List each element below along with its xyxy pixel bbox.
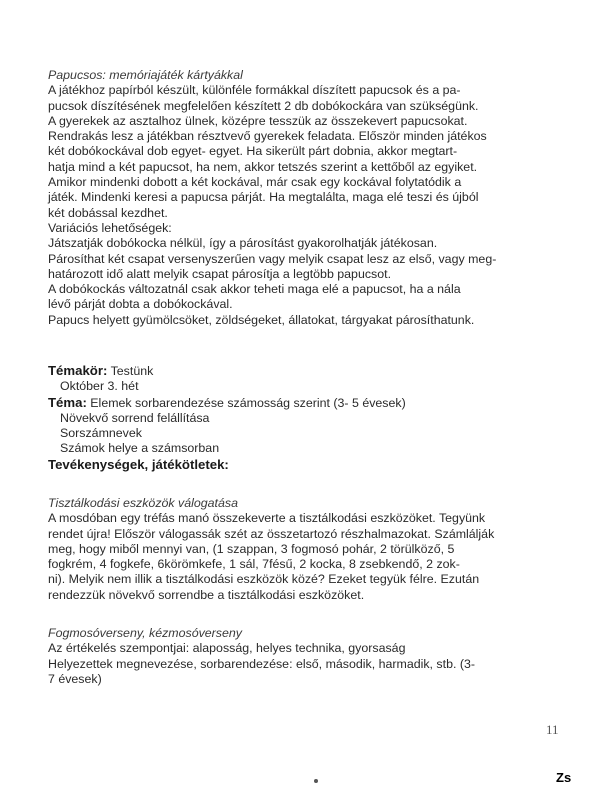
text-line: játék. Mindenki keresi a papucsa párját. Ha megtalálta, maga elé teszi és újból bbox=[48, 190, 479, 205]
text-line: meg, hogy miből mennyi van, (1 szappan, 3 fogmosó pohár, 2 törülköző, 5 bbox=[48, 541, 455, 556]
section-temakor bbox=[48, 363, 564, 472]
section-papucsos bbox=[48, 68, 564, 328]
text-line: határozott idő alatt melyik csapat párosítja a legtöbb papucsot. bbox=[48, 266, 392, 281]
topic-item: Sorszámnevek bbox=[60, 426, 142, 441]
section-title: Papucsos: memóriajáték kártyákkal bbox=[48, 68, 243, 82]
text-line: pucsok díszítésének megfelelően készített 2 db dobókockára van szükségünk. bbox=[48, 98, 479, 113]
text-line: Rendrakás lesz a játékban résztvevő gyerekek feladata. Először minden játékos bbox=[48, 129, 487, 144]
text-line: rendezzük növekvő sorrendbe a tisztálkodási eszközöket. bbox=[48, 587, 365, 602]
text-line: A mosdóban egy tréfás manó összekeverte a tisztálkodási eszközöket. Tegyünk bbox=[48, 511, 486, 526]
topic-item: Növekvő sorrend felállítása bbox=[60, 410, 210, 425]
temakor-line bbox=[48, 363, 564, 379]
text-line: hatja mind a két papucsot, ha nem, akkor tetszés szerint a kettőből az egyiket. bbox=[48, 159, 478, 174]
text-line: 7 évesek) bbox=[48, 671, 102, 686]
temakor-value: Testünk bbox=[110, 364, 154, 378]
text-line: ni). Melyik nem illik a tisztálkodási eszközök közé? Ezeket tegyük félre. Ezután bbox=[48, 572, 480, 587]
text-line: Helyezettek megnevezése, sorbarendezése: első, második, harmadik, stb. (3- bbox=[48, 656, 475, 671]
section-title: Tisztálkodási eszközök válogatása bbox=[48, 496, 238, 510]
section-title: Fogmosóverseny, kézmosóverseny bbox=[48, 626, 242, 640]
text-line: Párosíthat két csapat versenyszerűen vagy melyik csapat lesz az első, vagy meg- bbox=[48, 251, 497, 266]
text-line: lévő párját dobta a dobókockával. bbox=[48, 297, 233, 312]
tema-label: Téma: bbox=[48, 394, 87, 410]
tema-value: Elemek sorbarendezése számosság szerint (3- 5 évesek) bbox=[90, 395, 406, 410]
section-tisztalkodasi bbox=[48, 496, 564, 603]
text-line: Amikor mindenki dobott a két kockával, már csak egy kockával folytatódik a bbox=[48, 175, 462, 190]
text-line: A dobókockás változatnál csak akkor teheti maga elé a papucsot, ha a nála bbox=[48, 282, 461, 297]
text-line: fogkrém, 4 fogkefe, 6körömkefe, 1 sál, 7fésű, 2 kocka, 8 zsebkendő, 2 zok- bbox=[48, 557, 460, 572]
tema-line bbox=[48, 395, 564, 411]
text-line: Papucs helyett gyümölcsöket, zöldségeket, állatokat, tárgyakat párosíthatunk. bbox=[48, 312, 475, 327]
text-line: rendet újra! Először válogassák szét az összetartozó részhalmazokat. Számlálják bbox=[48, 526, 495, 541]
temakor-label: Témakör: bbox=[48, 363, 108, 378]
text-line: két dobással kezdhet. bbox=[48, 205, 168, 220]
topic-item: Számok helye a számsorban bbox=[60, 441, 220, 456]
section-fogmoso bbox=[48, 626, 564, 687]
text-line: A játékhoz papírból készült, különféle formákkal díszített papucsok és a pa- bbox=[48, 83, 461, 98]
text-line: Az értékelés szempontjai: alaposság, helyes technika, gyorsaság bbox=[48, 641, 406, 656]
week-line: Október 3. hét bbox=[60, 379, 139, 394]
corner-mark: Zs bbox=[556, 770, 572, 785]
text-line: Játszatják dobókocka nélkül, így a párosítást gyakorolhatják játékosan. bbox=[48, 236, 438, 251]
activities-heading: Tevékenységek, játékötletek: bbox=[48, 456, 229, 472]
text-line: két dobókockával dob egyet- egyet. Ha sikerült párt dobnia, akkor megtart- bbox=[48, 144, 458, 159]
text-line: A gyerekek az asztalhoz ülnek, középre tesszük az összekevert papucsokat. bbox=[48, 113, 468, 128]
page-number: 11 bbox=[546, 722, 559, 737]
ink-dot bbox=[314, 779, 318, 783]
text-line: Variációs lehetőségek: bbox=[48, 220, 172, 235]
